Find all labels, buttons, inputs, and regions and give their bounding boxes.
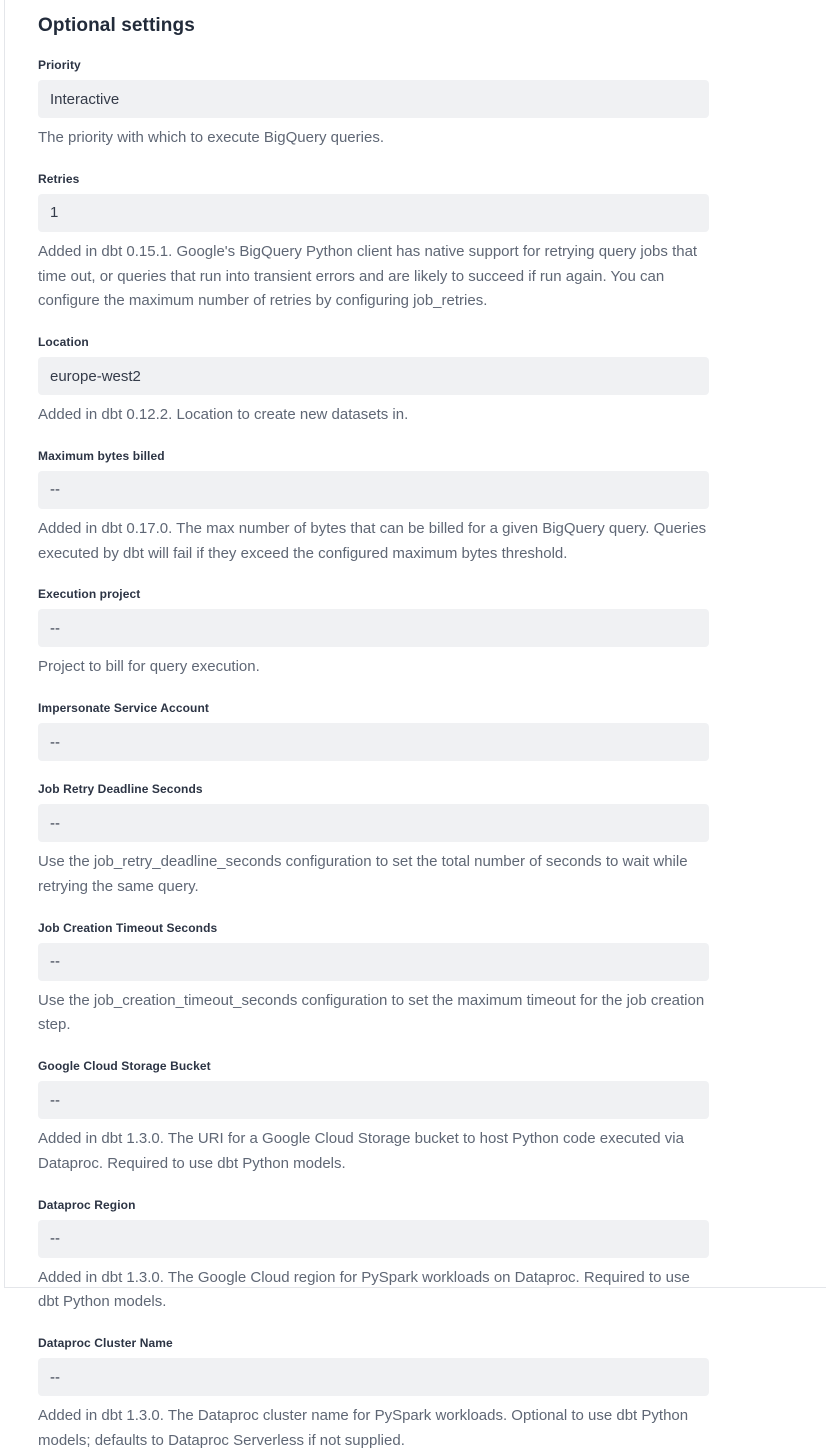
location-label: Location [38, 335, 89, 349]
field-group-dataproc-cluster-name [38, 1336, 709, 1454]
location-help-text: Added in dbt 0.12.2. Location to create new datasets in. [38, 406, 409, 423]
job-creation-timeout-seconds-field[interactable]: -- [38, 943, 709, 981]
google-cloud-storage-bucket-help-text: Added in dbt 1.3.0. The URI for a Google Cloud Storage bucket to host Python code executed via Dataproc. Required to use dbt Python models. [38, 1130, 684, 1172]
field-group-job-creation-timeout-seconds [38, 921, 709, 1039]
google-cloud-storage-bucket-field[interactable]: -- [38, 1081, 709, 1119]
field-group-impersonate-service-account [38, 701, 709, 761]
field-group-retries [38, 172, 709, 314]
job-retry-deadline-seconds-field[interactable]: -- [38, 804, 709, 842]
impersonate-service-account-field[interactable]: -- [38, 723, 709, 761]
optional-settings-content [5, 0, 826, 1454]
field-group-dataproc-region [38, 1198, 709, 1316]
field-group-maximum-bytes-billed [38, 449, 709, 567]
optional-settings-panel [4, 0, 826, 1449]
field-group-priority [38, 58, 709, 151]
execution-project-label: Execution project [38, 587, 141, 602]
maximum-bytes-billed-field[interactable]: -- [38, 471, 709, 509]
job-creation-timeout-seconds-help-text: Use the job_creation_timeout_seconds configuration to set the maximum timeout for the job creation step. [38, 991, 705, 1034]
execution-project-help-text: Project to bill for query execution. [38, 658, 260, 676]
retries-field[interactable]: 1 [38, 194, 709, 232]
dataproc-region-help-text: Added in dbt 1.3.0. The Google Cloud region for PySpark workloads on Dataproc. Required to use dbt Python models. [38, 1268, 690, 1311]
field-group-execution-project [38, 587, 709, 680]
location-field[interactable]: europe-west2 [38, 357, 709, 395]
field-group-google-cloud-storage-bucket [38, 1059, 709, 1177]
dataproc-region-label: Dataproc Region [38, 1197, 136, 1212]
maximum-bytes-billed-label: Maximum bytes billed [38, 448, 165, 463]
impersonate-service-account-label: Impersonate Service Account [38, 701, 209, 715]
field-group-location [38, 335, 709, 428]
job-retry-deadline-seconds-help-text: Use the job_retry_deadline_seconds configuration to set the total number of seconds to wait while retrying the same query. [38, 853, 688, 895]
execution-project-field[interactable]: -- [38, 609, 709, 647]
dataproc-cluster-name-help-text: Added in dbt 1.3.0. The Dataproc cluster name for PySpark workloads. Optional to use dbt Python models; defaults to Dataproc Serverless if not supplied. [38, 1407, 689, 1449]
job-retry-deadline-seconds-label: Job Retry Deadline Seconds [38, 782, 203, 796]
job-creation-timeout-seconds-label: Job Creation Timeout Seconds [38, 920, 218, 935]
priority-help-text: The priority with which to execute BigQuery queries. [38, 129, 384, 146]
google-cloud-storage-bucket-label: Google Cloud Storage Bucket [38, 1059, 211, 1073]
retries-label: Retries [38, 171, 80, 186]
dataproc-cluster-name-field[interactable]: -- [38, 1358, 709, 1396]
retries-help-text: Added in dbt 0.15.1. Google's BigQuery Python client has native support for retrying query jobs that time out, or queries that run into transient errors and are likely to succeed if run again. You can configure the maximum number of retries by configuring job_retries. [38, 242, 698, 310]
priority-label: Priority [38, 58, 81, 72]
priority-field[interactable]: Interactive [38, 80, 709, 118]
field-group-job-retry-deadline-seconds [38, 782, 709, 900]
dataproc-cluster-name-label: Dataproc Cluster Name [38, 1336, 173, 1350]
maximum-bytes-billed-help-text: Added in dbt 0.17.0. The max number of bytes that can be billed for a given BigQuery query. Queries executed by dbt will fail if they exceed the configured maximum bytes threshold. [38, 519, 707, 562]
dataproc-region-field[interactable]: -- [38, 1220, 709, 1258]
page-title: Optional settings [38, 15, 195, 36]
